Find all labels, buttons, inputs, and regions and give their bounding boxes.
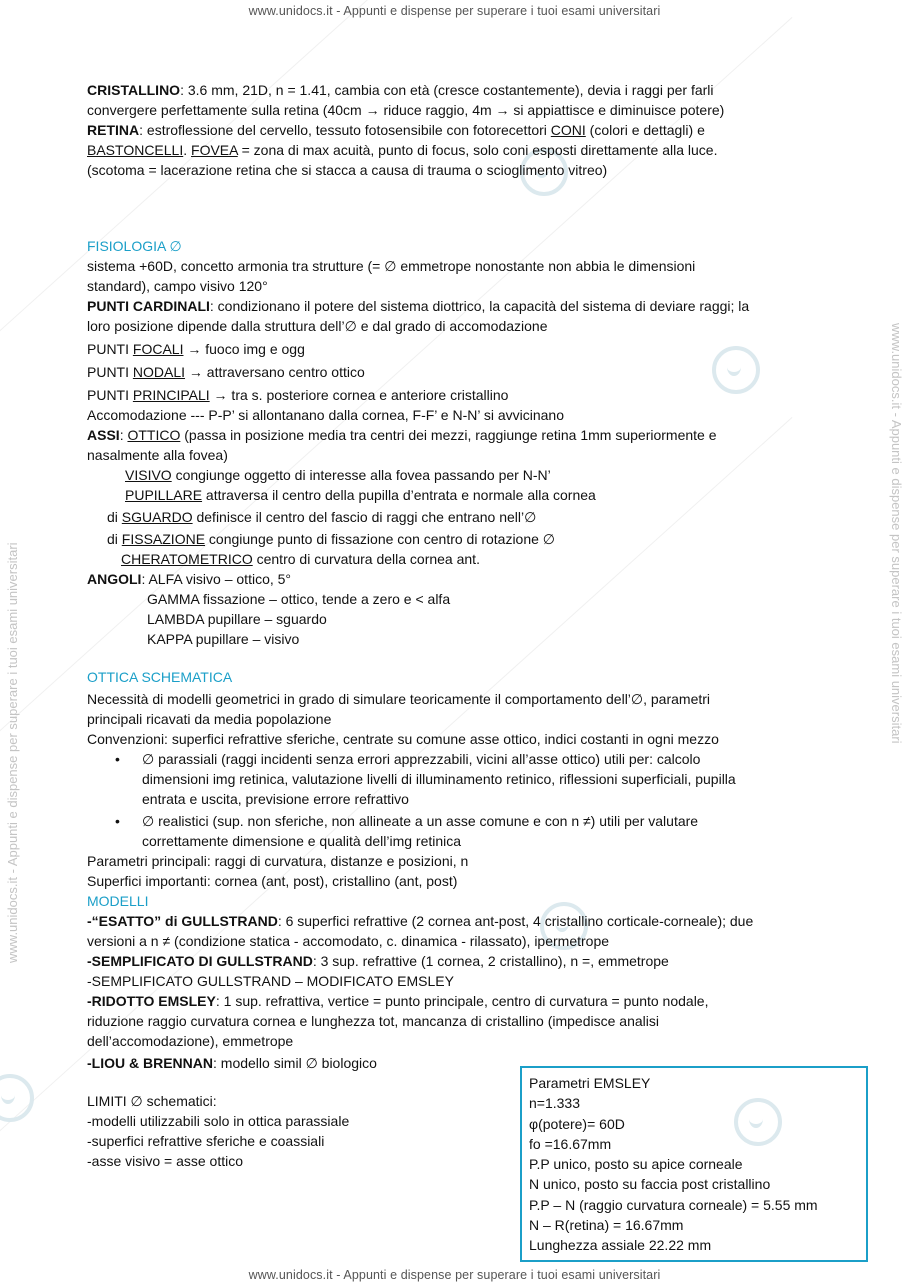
document-body: CRISTALLINO: 3.6 mm, 21D, n = 1.41, cambia con età (cresce costantemente), devia i raggi per farli convergere perfettamente sulla retina (40cm → riduce raggio, 4m → si appiattisce e diminuisce potere) RETINA: estroflessione del cervello, tessuto fotosensibile con fotorecettori CONI (colori e dettagli) e BASTONCELLI. FOVEA = zona di max acuità, punto di focus, solo coni esposti direttamente alla luce. (scotoma = lacerazione retina che si stacca a causa di trauma o scioglimento vitreo) FISIOLOGIA ∅ sistema +60D, concetto armonia tra strutture (= ∅ emmetrope nonostante non abbia le dimensioni standard), campo visivo 120° PUNTI CARDINALI: condizionano il potere del sistema diottrico, la capacità del sistema di deviare raggi; la loro posizione dipende dalla struttura dell’∅ e dal grado di accomodazione PUNTI FOCALI → fuoco img e ogg PUNTI NODALI → attraversano centro ottico PUNTI PRINCIPALI → tra s. posteriore cornea e anteriore cristallino Accomodazione --- P-P’ si allontanano dalla cornea, F-F’ e N-N’ si avvicinano ASSI: OTTICO (passa in posizione media tra centri dei mezzi, raggiunge retina 1mm superiormente e nasalmente alla fovea) VISIVO congiunge oggetto di interesse alla fovea passando per N-N’ PUPILLARE attraversa il centro della pupilla d’entrata e normale alla cornea di SGUARDO definisce il centro del fascio di raggi che entrano nell’∅ di FISSAZIONE congiunge punto di fissazione con centro di rotazione ∅ CHERATOMETRICO centro di curvatura della cornea ant. ANGOLI: ALFA visivo – ottico, 5° GAMMA fissazione – ottico, tende a zero e < alfa LAMBDA pupillare – sguardo KAPPA pupillare – visivo OTTICA SCHEMATICA Necessità di modelli geometrici in grado di simulare teoricamente il comportamento dell’∅, parametri principali ricavati da media popolazione Convenzioni: superfici refrattive sferiche, centrate su comune asse ottico, indici costanti in ogni mezzo • ∅ parassiali (raggi incidenti senza errori apprezzabili, vicini all’asse ottico) utili per: calcolo dimensioni img retinica, valutazione livelli di illuminamento retinico, riflessioni superficiali, pupilla entrata e uscita, previsione errore refrattivo • ∅ realistici (sup. non sferiche, non allineate a un asse comune e con n ≠) utili per valutare correttamente dimensione e qualità dell’img retinica Parametri principali: raggi di curvatura, distanze e posizioni, n Superfici importanti: cornea (ant, post), cristallino (ant, post) MODELLI -“ESATTO” di GULLSTRAND: 6 superfici refrattive (2 cornea ant-post, 4 cristallino corticale-corneale); due versioni a n ≠ (condizione statica - accomodato, c. dinamica - rilassato), ipermetrope -SEMPLIFICATO DI GULLSTRAND: 3 sup. refrattive (1 cornea, 2 cristallino), n =, emmetrope -SEMPLIFICATO GULLSTRAND – MODIFICATO EMSLEY -RIDOTTO EMSLEY: 1 sup. refrattiva, vertice = punto principale, centro di curvatura = punto nodale, riduzione raggio curvatura cornea e lunghezza tot, mancanza di cristallino (impedisce analisi dell’accomodazione), emmetrope -LIOU & BRENNAN: modello simil ∅ biologico LIMITI ∅ schematici: -modelli utilizzabili solo in ottica parassiale -superfici refrattive sferiche e coassiali -asse visivo = asse ottico [87,80,827,1171]
box-title: Parametri EMSLEY [529,1075,651,1091]
list-item: • ∅ realistici (sup. non sferiche, non allineate a un asse comune e con n ≠) utili per valutare correttamente dimensione e qualità dell’img retinica [87,811,827,851]
watermark-bottom: www.unidocs.it - Appunti e dispense per superare i tuoi esami universitari [248,1268,661,1282]
section-heading-ottica: OTTICA SCHEMATICA [87,669,233,685]
cristallino-line: CRISTALLINO: 3.6 mm, 21D, n = 1.41, cambia con età (cresce costantemente), devia i raggi per farli [87,82,714,98]
list-item: • ∅ parassiali (raggi incidenti senza errori apprezzabili, vicini all’asse ottico) utili per: calcolo dimensioni img retinica, valutazione livelli di illuminamento retinico, riflessioni superficiali, pupilla entrata e uscita, previsione errore refrattivo [87,749,827,809]
retina-line: RETINA: estroflessione del cervello, tessuto fotosensibile con fotorecettori CONI (colori e dettagli) e [87,122,705,138]
watermark-left: www.unidocs.it - Appunti e dispense per superare i tuoi esami universitari [5,542,20,963]
section-heading-modelli: MODELLI [87,893,149,909]
section-heading-limiti: LIMITI ∅ schematici: [87,1093,217,1109]
emsley-parameters-box: Parametri EMSLEY n=1.333 φ(potere)= 60D fo =16.67mm P.P unico, posto su apice corneale N unico, posto su faccia post cristallino P.P – N (raggio curvatura corneale) = 5.55 mm N – R(retina) = 16.67mm Lunghezza assiale 22.22 mm [520,1066,868,1262]
watermark-right: www.unidocs.it - Appunti e dispense per superare i tuoi esami universitari [889,323,904,744]
section-heading-fisiologia: FISIOLOGIA ∅ [87,238,182,254]
watermark-top: www.unidocs.it - Appunti e dispense per superare i tuoi esami universitari [248,4,661,18]
